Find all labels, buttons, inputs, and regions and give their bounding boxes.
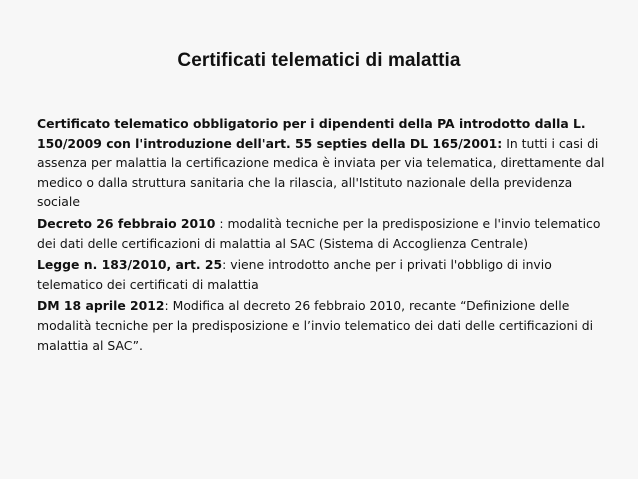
paragraph-text: : Modifica al decreto 26 febbraio 2010, recante “Definizione delle modalità tecniche per la predisposizione e l’invio telematico dei dati delle certificazioni di malattia al SAC”.	[37, 298, 594, 353]
paragraph-certificato-telematico	[37, 114, 612, 212]
paragraph-text: In tutti i casi di assenza per malattia la certificazione medica è inviata per via telematica, direttamente dal medico o dalla struttura sanitaria che la rilascia, all'Istituto nazionale della previdenza sociale	[37, 135, 605, 210]
paragraph-decreto-2010	[37, 214, 612, 253]
paragraph-text: : viene introdotto anche per i privati l'obbligo di invio telematico dei certificati di malattia	[37, 257, 552, 292]
slide-title: Certificati telematici di malattia	[177, 50, 461, 71]
paragraph-bold-lead: DM 18 aprile 2012	[37, 298, 165, 314]
paragraph-bold-lead: Legge n. 183/2010, art. 25	[37, 257, 223, 273]
paragraph-legge-183	[37, 255, 612, 294]
slide-body	[37, 114, 612, 357]
paragraph-dm-2012	[37, 296, 612, 355]
paragraph-bold-lead: Decreto 26 febbraio 2010	[37, 215, 216, 231]
paragraph-bold-lead: Certificato telematico obbligatorio per i dipendenti della PA introdotto dalla L. 150/2009 con l'introduzione dell'art. 55 septies della DL 165/2001:	[37, 116, 586, 151]
paragraph-text: : modalità tecniche per la predisposizione e l'invio telematico dei dati delle certificazioni di malattia al SAC (Sistema di Accoglienza Centrale)	[37, 215, 601, 251]
